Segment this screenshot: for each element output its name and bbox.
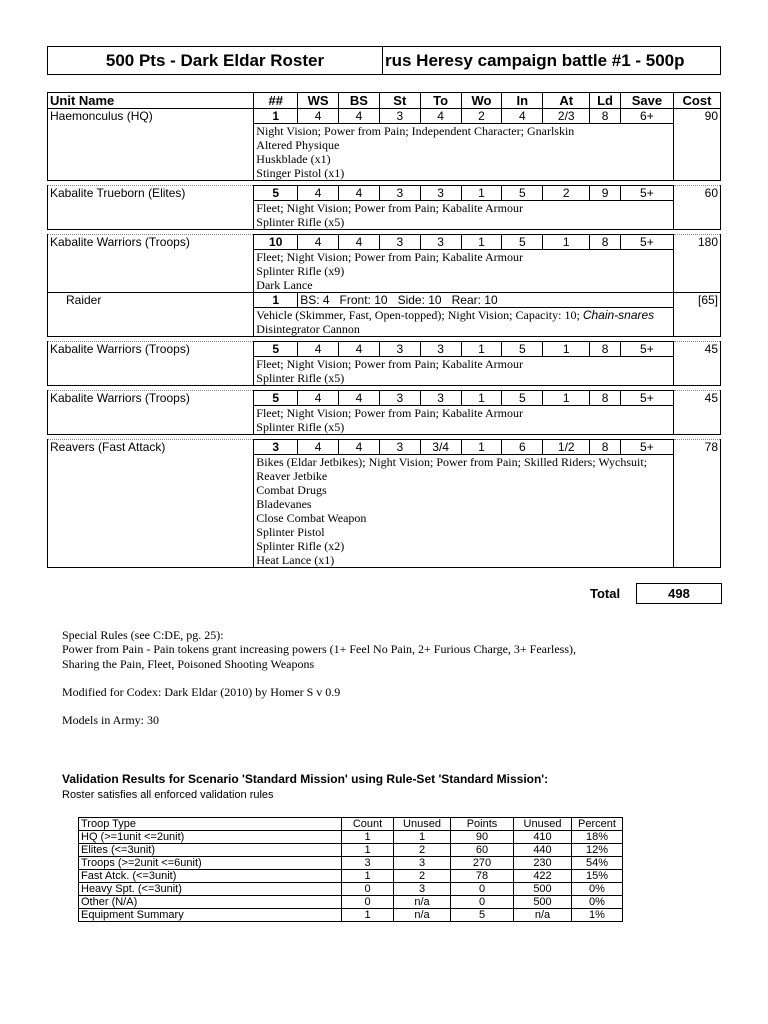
unit-stat: 5 xyxy=(502,391,543,406)
unit-separator xyxy=(48,568,721,573)
troop-header-row xyxy=(79,818,623,831)
roster-table xyxy=(47,92,721,572)
troop-cell: 270 xyxy=(451,857,514,870)
unit-stat: 5+ xyxy=(620,440,673,455)
unit-detail: Huskblade (x1) xyxy=(254,152,674,166)
unit-stat: 9 xyxy=(590,186,621,201)
troop-cell: 5 xyxy=(451,909,514,922)
troop-row xyxy=(79,831,623,844)
troop-cell: Fast Atck. (<=3unit) xyxy=(79,870,342,883)
unit-stat: 3 xyxy=(379,440,420,455)
roster-header-row xyxy=(48,93,721,109)
troop-cell: n/a xyxy=(394,909,451,922)
unit-stat: 5 xyxy=(502,342,543,357)
troop-cell: 3 xyxy=(394,883,451,896)
vehicle-count: 1 xyxy=(254,293,298,308)
troop-cell: Troops (>=2unit <=6unit) xyxy=(79,857,342,870)
unit-stat: 1 xyxy=(461,342,502,357)
troop-cell: 2 xyxy=(394,844,451,857)
unit-stat: 1 xyxy=(461,235,502,250)
unit-row xyxy=(48,235,721,250)
troop-column-header: Unused xyxy=(394,818,451,831)
unit-stat: 4 xyxy=(339,391,380,406)
unit-stat: 3 xyxy=(420,391,461,406)
unit-stat: 8 xyxy=(590,235,621,250)
unit-stat: 1 xyxy=(543,235,590,250)
troop-summary-table xyxy=(78,817,623,922)
vehicle-rules xyxy=(254,308,674,323)
column-header: Cost xyxy=(673,93,720,109)
unit-detail: Night Vision; Power from Pain; Independent Character; Gnarlskin xyxy=(254,124,674,139)
troop-row xyxy=(79,896,623,909)
column-header: To xyxy=(420,93,461,109)
troop-cell: 1 xyxy=(342,909,394,922)
troop-cell: 12% xyxy=(572,844,623,857)
unit-stat: 4 xyxy=(339,235,380,250)
troop-cell: 1% xyxy=(572,909,623,922)
troop-row xyxy=(79,870,623,883)
unit-stat: 5+ xyxy=(620,186,673,201)
unit-detail: Bikes (Eldar Jetbikes); Night Vision; Power from Pain; Skilled Riders; Wychsuit; xyxy=(254,455,674,470)
special-rules-line-2: Sharing the Pain, Fleet, Poisoned Shooting Weapons xyxy=(62,657,315,671)
troop-cell: Other (N/A) xyxy=(79,896,342,909)
unit-stat: 5+ xyxy=(620,342,673,357)
troop-cell: 78 xyxy=(451,870,514,883)
unit-stat: 3 xyxy=(379,109,420,124)
unit-stat: 1 xyxy=(543,342,590,357)
unit-detail: Dark Lance xyxy=(254,278,674,293)
unit-stat: 4 xyxy=(298,186,339,201)
unit-detail: Fleet; Night Vision; Power from Pain; Kabalite Armour xyxy=(254,250,674,265)
unit-stat: 4 xyxy=(339,440,380,455)
unit-stat: 4 xyxy=(339,109,380,124)
unit-detail: Splinter Rifle (x5) xyxy=(254,215,674,230)
column-header: St xyxy=(379,93,420,109)
unit-name: Kabalite Warriors (Troops) xyxy=(48,391,254,435)
troop-column-header: Troop Type xyxy=(79,818,342,831)
unit-detail: Combat Drugs xyxy=(254,483,674,497)
unit-stat: 3 xyxy=(379,391,420,406)
unit-stat: 3 xyxy=(254,440,298,455)
unit-stat: 4 xyxy=(298,235,339,250)
unit-stat: 4 xyxy=(298,109,339,124)
validation-title: Validation Results for Scenario 'Standard Mission' using Rule-Set 'Standard Mission': xyxy=(62,772,549,786)
unit-stat: 3/4 xyxy=(420,440,461,455)
unit-detail: Splinter Rifle (x2) xyxy=(254,539,674,553)
unit-stat: 1 xyxy=(461,440,502,455)
unit-stat: 8 xyxy=(590,342,621,357)
unit-detail: Close Combat Weapon xyxy=(254,511,674,525)
unit-row xyxy=(48,391,721,406)
unit-detail: Stinger Pistol (x1) xyxy=(254,166,674,181)
troop-cell: 60 xyxy=(451,844,514,857)
unit-cost: 90 xyxy=(673,109,720,181)
troop-cell: 410 xyxy=(514,831,572,844)
unit-stat: 8 xyxy=(590,440,621,455)
troop-row xyxy=(79,844,623,857)
vehicle-row xyxy=(48,293,721,308)
troop-cell: 440 xyxy=(514,844,572,857)
roster-title: 500 Pts - Dark Eldar Roster xyxy=(48,47,383,74)
unit-stat: 4 xyxy=(339,186,380,201)
column-header: Unit Name xyxy=(48,93,254,109)
unit-stat: 5+ xyxy=(620,391,673,406)
unit-stat: 1 xyxy=(543,391,590,406)
roster-title-bar xyxy=(47,46,721,75)
unit-detail: Bladevanes xyxy=(254,497,674,511)
unit-detail: Splinter Rifle (x9) xyxy=(254,264,674,278)
unit-detail: Altered Physique xyxy=(254,138,674,152)
unit-stat: 1 xyxy=(461,186,502,201)
special-rules-line-1: Power from Pain - Pain tokens grant increasing powers (1+ Feel No Pain, 2+ Furious Charge, 3+ Fearless), xyxy=(62,642,576,656)
troop-cell: 3 xyxy=(394,857,451,870)
unit-stat: 2/3 xyxy=(543,109,590,124)
vehicle-cost: [65] xyxy=(673,293,720,337)
vehicle-name: Raider xyxy=(48,293,254,337)
column-header: Save xyxy=(620,93,673,109)
unit-detail: Fleet; Night Vision; Power from Pain; Kabalite Armour xyxy=(254,201,674,216)
troop-cell: 0 xyxy=(451,883,514,896)
troop-column-header: Count xyxy=(342,818,394,831)
unit-stat: 5 xyxy=(254,391,298,406)
troop-row xyxy=(79,857,623,870)
unit-stat: 4 xyxy=(339,342,380,357)
unit-name: Kabalite Warriors (Troops) xyxy=(48,235,254,293)
unit-stat: 6 xyxy=(502,440,543,455)
unit-row xyxy=(48,109,721,124)
unit-stat: 5 xyxy=(502,186,543,201)
unit-detail: Splinter Rifle (x5) xyxy=(254,371,674,386)
troop-cell: 90 xyxy=(451,831,514,844)
troop-cell: 3 xyxy=(342,857,394,870)
unit-detail: Fleet; Night Vision; Power from Pain; Kabalite Armour xyxy=(254,357,674,372)
troop-column-header: Percent xyxy=(572,818,623,831)
unit-cost: 60 xyxy=(673,186,720,230)
unit-detail: Splinter Pistol xyxy=(254,525,674,539)
unit-stat: 6+ xyxy=(620,109,673,124)
unit-stat: 8 xyxy=(590,391,621,406)
unit-detail: Heat Lance (x1) xyxy=(254,553,674,568)
unit-stat: 2 xyxy=(543,186,590,201)
unit-stat: 3 xyxy=(379,342,420,357)
vehicle-profile: BS: 4 Front: 10 Side: 10 Rear: 10 xyxy=(298,293,674,308)
troop-cell: Elites (<=3unit) xyxy=(79,844,342,857)
troop-cell: 1 xyxy=(342,870,394,883)
total-value: 498 xyxy=(636,583,722,604)
unit-detail: Fleet; Night Vision; Power from Pain; Kabalite Armour xyxy=(254,406,674,421)
unit-stat: 4 xyxy=(298,440,339,455)
column-header: In xyxy=(502,93,543,109)
troop-cell: 0 xyxy=(342,896,394,909)
troop-cell: 1 xyxy=(394,831,451,844)
unit-stat: 5 xyxy=(254,186,298,201)
total-label: Total xyxy=(590,586,621,601)
troop-row xyxy=(79,883,623,896)
unit-detail: Splinter Rifle (x5) xyxy=(254,420,674,435)
troop-cell: 1 xyxy=(342,831,394,844)
troop-cell: n/a xyxy=(514,909,572,922)
unit-stat: 3 xyxy=(420,186,461,201)
troop-cell: HQ (>=1unit <=2unit) xyxy=(79,831,342,844)
validation-subtitle: Roster satisfies all enforced validation rules xyxy=(62,789,274,801)
troop-column-header: Unused xyxy=(514,818,572,831)
unit-cost: 78 xyxy=(673,440,720,568)
unit-row xyxy=(48,186,721,201)
unit-stat: 3 xyxy=(379,186,420,201)
unit-stat: 1 xyxy=(254,109,298,124)
unit-name: Reavers (Fast Attack) xyxy=(48,440,254,568)
unit-name: Haemonculus (HQ) xyxy=(48,109,254,181)
unit-stat: 2 xyxy=(461,109,502,124)
unit-stat: 3 xyxy=(379,235,420,250)
vehicle-rules-text: Vehicle (Skimmer, Fast, Open-topped); Night Vision; Capacity: 10; xyxy=(256,308,583,322)
unit-stat: 5 xyxy=(254,342,298,357)
troop-row xyxy=(79,909,623,922)
troop-column-header: Points xyxy=(451,818,514,831)
unit-stat: 3 xyxy=(420,235,461,250)
unit-name: Kabalite Trueborn (Elites) xyxy=(48,186,254,230)
unit-name: Kabalite Warriors (Troops) xyxy=(48,342,254,386)
troop-cell: 0% xyxy=(572,883,623,896)
special-rules-title: Special Rules (see C:DE, pg. 25): xyxy=(62,628,224,642)
campaign-title: rus Heresy campaign battle #1 - 500p xyxy=(385,51,685,70)
vehicle-detail: Disintegrator Cannon xyxy=(254,322,674,337)
unit-row xyxy=(48,440,721,455)
unit-stat: 1/2 xyxy=(543,440,590,455)
column-header: WS xyxy=(298,93,339,109)
troop-cell: 2 xyxy=(394,870,451,883)
column-header: BS xyxy=(339,93,380,109)
troop-cell: 1 xyxy=(342,844,394,857)
unit-stat: 8 xyxy=(590,109,621,124)
unit-stat: 4 xyxy=(298,391,339,406)
vehicle-rules-italic: Chain-snares xyxy=(582,308,655,322)
troop-cell: 0% xyxy=(572,896,623,909)
unit-cost: 180 xyxy=(673,235,720,293)
column-header: At xyxy=(543,93,590,109)
unit-stat: 5 xyxy=(502,235,543,250)
unit-stat: 5+ xyxy=(620,235,673,250)
troop-cell: 422 xyxy=(514,870,572,883)
column-header: Ld xyxy=(590,93,621,109)
unit-cost: 45 xyxy=(673,391,720,435)
troop-cell: 0 xyxy=(342,883,394,896)
unit-stat: 1 xyxy=(461,391,502,406)
unit-stat: 4 xyxy=(298,342,339,357)
models-count: Models in Army: 30 xyxy=(62,713,160,727)
unit-stat: 10 xyxy=(254,235,298,250)
column-header: ## xyxy=(254,93,298,109)
unit-stat: 4 xyxy=(502,109,543,124)
unit-row xyxy=(48,342,721,357)
troop-cell: 0 xyxy=(451,896,514,909)
troop-cell: 500 xyxy=(514,896,572,909)
troop-cell: n/a xyxy=(394,896,451,909)
troop-cell: Equipment Summary xyxy=(79,909,342,922)
unit-stat: 4 xyxy=(420,109,461,124)
troop-cell: 500 xyxy=(514,883,572,896)
troop-cell: 54% xyxy=(572,857,623,870)
unit-stat: 3 xyxy=(420,342,461,357)
troop-cell: 230 xyxy=(514,857,572,870)
troop-cell: 18% xyxy=(572,831,623,844)
troop-cell: Heavy Spt. (<=3unit) xyxy=(79,883,342,896)
separator-cell xyxy=(48,568,721,573)
modified-note: Modified for Codex: Dark Eldar (2010) by Homer S v 0.9 xyxy=(62,685,341,699)
troop-cell: 15% xyxy=(572,870,623,883)
unit-detail: Reaver Jetbike xyxy=(254,469,674,483)
column-header: Wo xyxy=(461,93,502,109)
unit-cost: 45 xyxy=(673,342,720,386)
